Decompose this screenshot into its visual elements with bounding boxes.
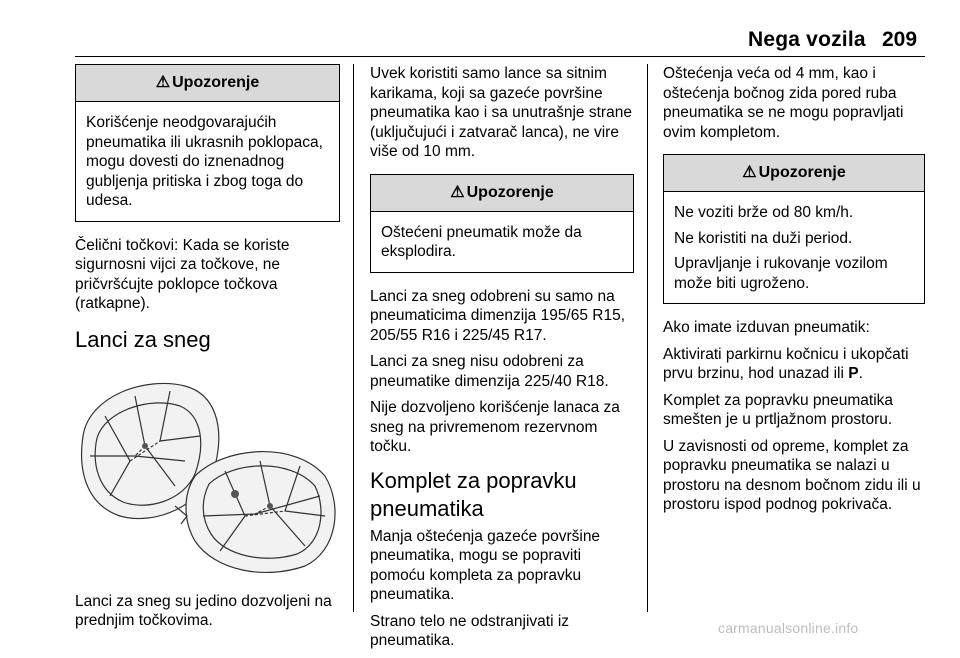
paragraph: Manja oštećenja gazeće površine pneumatika, mogu se popraviti pomoću kompleta za popravku pneumatika. <box>370 527 601 603</box>
warning-header <box>371 175 633 212</box>
header-rule <box>75 56 925 57</box>
warning-title: Upozorenje <box>172 74 260 91</box>
snow-chains-illustration <box>75 366 340 580</box>
paragraph <box>663 345 925 384</box>
warning-box-2 <box>370 174 634 273</box>
warning-title: Upozorenje <box>466 183 554 201</box>
warning-header <box>76 65 339 102</box>
section-heading-snow-chains: Lanci za sneg <box>75 326 211 352</box>
warning-text: Oštećeni pneumatik može da eksplodira. <box>381 223 582 260</box>
warning-text: Korišćenje neodgovarajućih pneumatika ili ukrasnih poklopaca, mogu dovesti do iznenadnog gubljenja pritiska i zbog toga do udesa. <box>86 114 323 209</box>
warning-line: Ne koristiti na duži period. <box>674 229 853 247</box>
warning-line: Ne voziti brže od 80 km/h. <box>674 204 854 221</box>
paragraph-text: Aktivirati parkirnu kočnicu i ukopčati prvu brzinu, hod unazad ili <box>663 345 909 382</box>
paragraph: Lanci za sneg nisu odobreni za pneumatike dimenzija 225/40 R18. <box>370 353 609 390</box>
watermark: carmanualsonline.info <box>718 620 859 636</box>
paragraph: Oštećenja veća od 4 mm, kao i oštećenja bočnog zida pored ruba pneumatika se ne mogu popravljati ovim kompletom. <box>663 65 904 141</box>
paragraph-end: . <box>858 365 863 382</box>
warning-triangle-icon: ⚠ <box>742 164 757 181</box>
column-2 <box>370 64 634 658</box>
paragraph: Komplet za popravku pneumatika smešten je u prtljažnom prostoru. <box>663 391 894 428</box>
warning-header <box>664 155 924 192</box>
column-divider-1 <box>353 64 354 612</box>
figure-caption: Lanci za sneg su jedino dozvoljeni na prednjim točkovima. <box>75 592 332 629</box>
paragraph: Uvek koristiti samo lance sa sitnim karikama, koji sa gazeće površine pneumatika kao i sa unutrašnje strane (uključujući i zatvarač lanca), ne vire više od 10 mm. <box>370 65 632 160</box>
warning-body <box>76 102 339 221</box>
gear-p-label: P <box>848 365 859 382</box>
paragraph: U zavisnosti od opreme, komplet za popravku pneumatika se nalazi u prostoru na desnom bočnom zidu ili u prostoru ispod podnog pokrivača. <box>663 437 921 513</box>
column-divider-2 <box>647 64 648 612</box>
paragraph: Nije dozvoljeno korišćenje lanaca za sneg na privremenom rezervnom točku. <box>370 399 620 455</box>
page-header <box>0 28 960 58</box>
warning-triangle-icon: ⚠ <box>155 74 171 91</box>
warning-line: Upravljanje i rukovanje vozilom može biti ugroženo. <box>674 255 888 292</box>
warning-body <box>664 192 924 303</box>
paragraph: Ako imate izduvan pneumatik: <box>663 319 870 336</box>
section-title: Nega vozila <box>748 28 866 51</box>
column-3 <box>663 64 925 522</box>
page-number: 209 <box>882 28 918 51</box>
warning-body <box>371 212 633 272</box>
warning-triangle-icon: ⚠ <box>450 183 465 201</box>
paragraph: Strano telo ne odstranjivati iz pneumatika. <box>370 612 570 649</box>
warning-title: Upozorenje <box>758 164 846 181</box>
paragraph: Čelični točkovi: Kada se koriste sigurnosni vijci za točkove, ne pričvršćujte poklopce točkova (ratkapne). <box>75 236 290 312</box>
paragraph: Lanci za sneg odobreni su samo na pneumaticima dimenzija 195/65 R15, 205/55 R16 i 225/45 R17. <box>370 287 626 344</box>
section-heading-repair-kit: Komplet za popravku pneumatika <box>370 467 577 521</box>
warning-box-3 <box>663 154 925 304</box>
warning-box-1 <box>75 64 340 222</box>
snow-chains-drawing <box>75 366 340 580</box>
column-1 <box>75 64 340 638</box>
